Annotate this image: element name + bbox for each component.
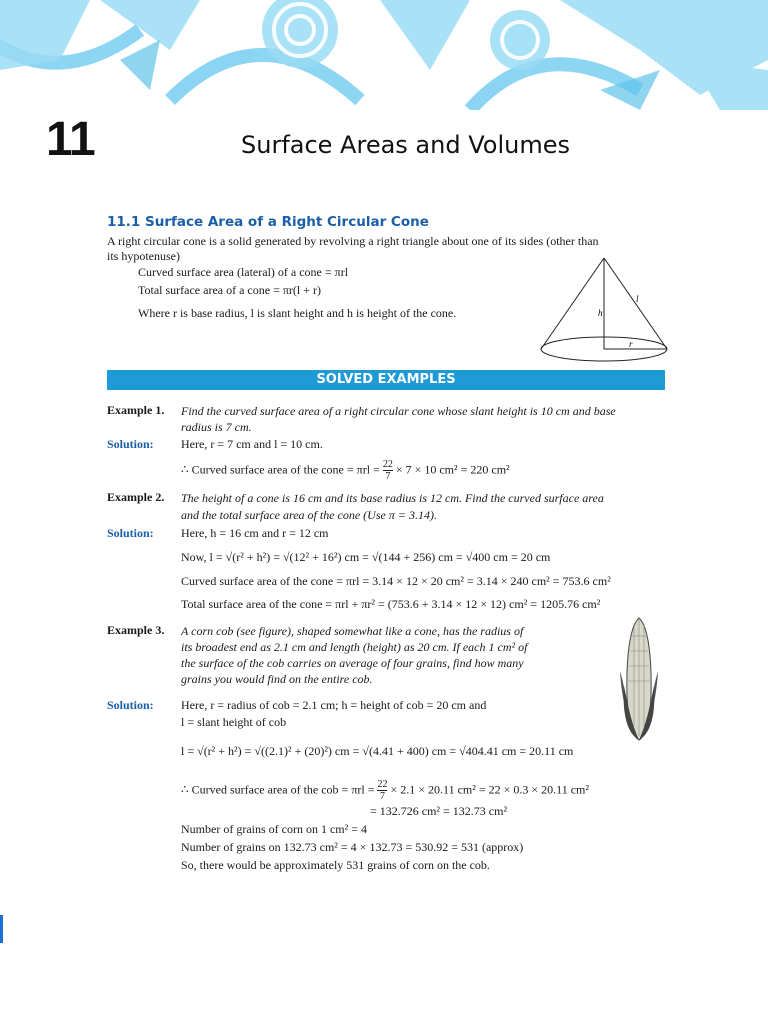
example3-step8: So, there would be approximately 531 grains of corn on the cob. [181, 858, 490, 872]
example1-question-cont: radius is 7 cm. [181, 420, 252, 434]
example1-solution-label: Solution: [107, 437, 154, 451]
example3-solution-label: Solution: [107, 698, 154, 712]
fraction-numerator: 22 [377, 779, 388, 790]
example2-question: The height of a cone is 16 cm and its base radius is 12 cm. Find the curved surface area [181, 491, 604, 505]
cone-label-h: h [598, 308, 603, 318]
example2-step2: Now, l = √(r² + h²) = √(12² + 16²) cm = √(144 + 256) cm = √400 cm = 20 cm [181, 550, 551, 564]
cone-label-l: l [636, 294, 639, 304]
example3-step5: = 132.726 cm² = 132.73 cm² [370, 804, 508, 818]
example3-step3: l = √(r² + h²) = √((2.1)² + (20)²) cm = √(4.41 + 400) cm = √404.41 cm = 20.11 cm [181, 744, 574, 758]
header-decoration [0, 0, 768, 110]
example3-csa-rhs: × 2.1 × 20.11 cm² = 22 × 0.3 × 20.11 cm² [387, 782, 589, 797]
example3-question-cont1: its broadest end as 2.1 cm and length (height) as 20 cm. If each 1 cm² of [181, 640, 528, 654]
example1-step2 [181, 459, 510, 482]
example3-step4 [181, 779, 589, 802]
example1-step1: Here, r = 7 cm and l = 10 cm. [181, 437, 323, 451]
example2-step1: Here, h = 16 cm and r = 12 cm [181, 526, 329, 540]
example3-step6: Number of grains of corn on 1 cm² = 4 [181, 822, 367, 836]
example1-question: Find the curved surface area of a right circular cone whose slant height is 10 cm and base [181, 404, 616, 418]
example3-step1: Here, r = radius of cob = 2.1 cm; h = height of cob = 20 cm and [181, 698, 487, 712]
example3-question: A corn cob (see figure), shaped somewhat like a cone, has the radius of [181, 624, 524, 638]
solved-examples-banner: SOLVED EXAMPLES [107, 370, 665, 390]
fraction-numerator: 22 [382, 459, 393, 470]
example2-solution-label: Solution: [107, 526, 154, 540]
example2-label: Example 2. [107, 490, 165, 504]
where-text: Where r is base radius, l is slant height and h is height of the cone. [138, 306, 457, 320]
example1-csa-lhs: ∴ Curved surface area of the cone = πrl = [181, 462, 383, 477]
example3-csa-lhs: ∴ Curved surface area of the cob = πrl = [181, 782, 378, 797]
example3-question-cont3: grains you would find on the entire cob. [181, 672, 373, 686]
example3-question-cont2: the surface of the cob carries on average of four grains, find how many [181, 656, 524, 670]
tsa-formula: Total surface area of a cone = πr(l + r) [138, 283, 321, 297]
fraction-denominator: 7 [379, 791, 385, 802]
example2-step4: Total surface area of the cone = πrl + πr² = (753.6 + 3.14 × 12 × 12) cm² = 1205.76 cm² [181, 597, 601, 611]
cone-label-r: r [629, 339, 633, 349]
csa-formula: Curved surface area (lateral) of a cone = πrl [138, 265, 349, 279]
chapter-title: Surface Areas and Volumes [241, 131, 570, 159]
example1-csa-rhs: × 7 × 10 cm² = 220 cm² [392, 462, 510, 477]
intro-text-cont: its hypotenuse) [107, 249, 180, 263]
example3-step7: Number of grains on 132.73 cm² = 4 × 132.73 = 530.92 = 531 (approx) [181, 840, 524, 854]
example2-question-cont: and the total surface area of the cone (Use π = 3.14). [181, 508, 437, 522]
section-heading: 11.1 Surface Area of a Right Circular Cone [107, 214, 429, 230]
cone-figure [536, 254, 676, 366]
fraction-denominator: 7 [385, 471, 391, 482]
example3-label: Example 3. [107, 623, 165, 637]
page-edge-marker [0, 915, 3, 943]
example1-label: Example 1. [107, 403, 165, 417]
example2-step3: Curved surface area of the cone = πrl = 3.14 × 12 × 20 cm² = 3.14 × 240 cm² = 753.6 cm² [181, 574, 611, 588]
corn-cob-figure [618, 616, 660, 741]
example3-step2: l = slant height of cob [181, 715, 287, 729]
intro-text: A right circular cone is a solid generated by revolving a right triangle about one of its sides (other than [107, 234, 599, 248]
chapter-number: 11 [46, 113, 95, 166]
